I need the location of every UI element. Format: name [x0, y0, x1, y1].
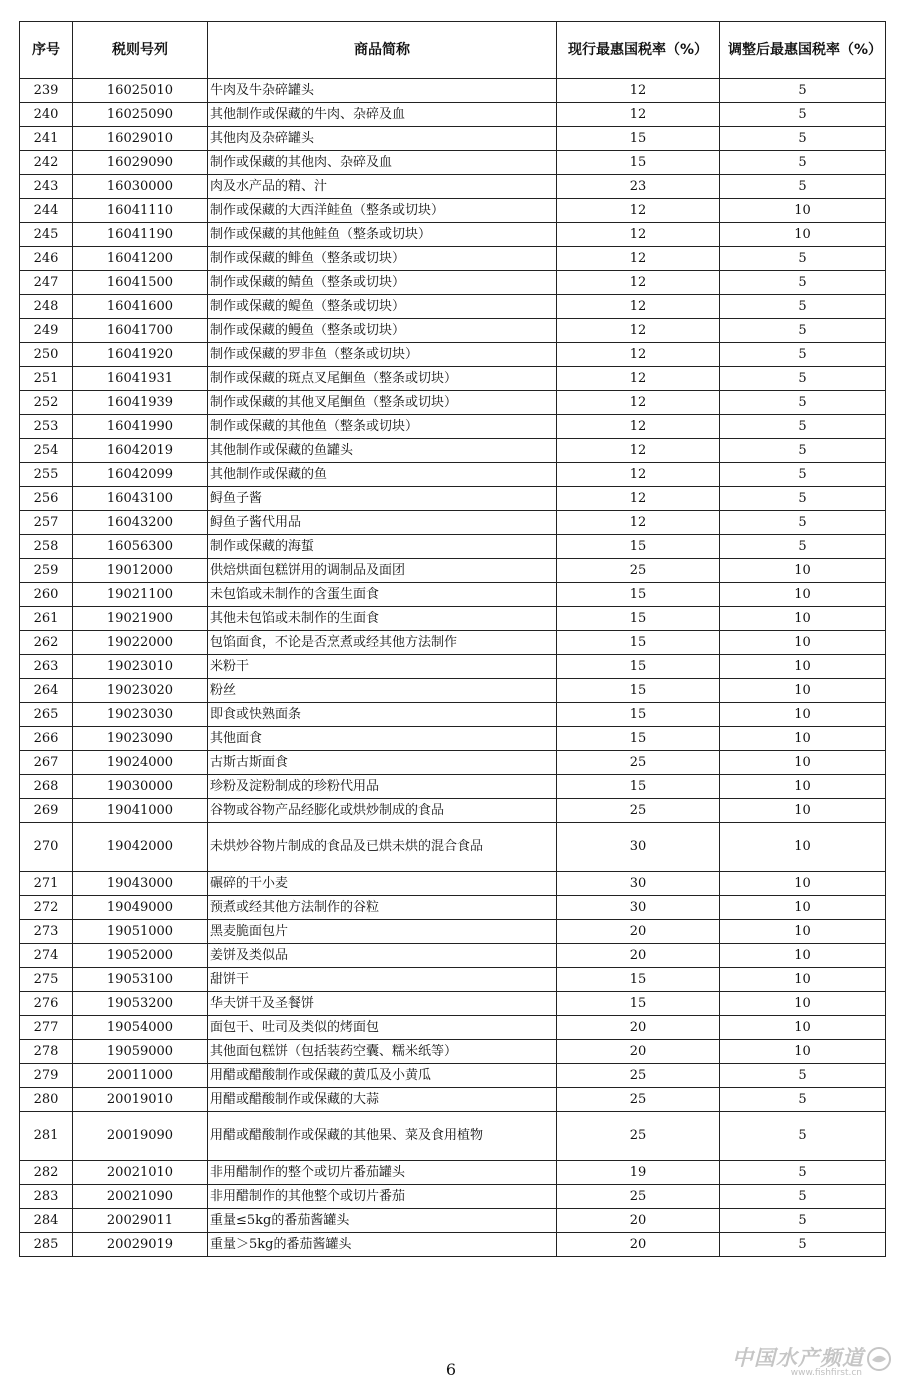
- cell-current-rate: 12: [557, 271, 720, 295]
- table-row: [20, 872, 886, 896]
- cell-current-rate: 15: [557, 151, 720, 175]
- cell-current-rate: 15: [557, 992, 720, 1016]
- table-row: [20, 679, 886, 703]
- cell-tariff-code: 16043100: [73, 487, 208, 511]
- cell-adjusted-rate: 10: [720, 944, 886, 968]
- cell-tariff-code: 16041600: [73, 295, 208, 319]
- cell-product-name: 其他制作或保藏的牛肉、杂碎及血: [208, 103, 557, 127]
- cell-seq: 278: [20, 1040, 73, 1064]
- tariff-table: [19, 21, 886, 1257]
- cell-product-name: 制作或保藏的鲱鱼（整条或切块）: [208, 247, 557, 271]
- cell-product-name: 黑麦脆面包片: [208, 920, 557, 944]
- cell-adjusted-rate: 10: [720, 799, 886, 823]
- cell-product-name: 制作或保藏的其他叉尾鮰鱼（整条或切块）: [208, 391, 557, 415]
- cell-seq: 285: [20, 1233, 73, 1257]
- cell-product-name: 未包馅或未制作的含蛋生面食: [208, 583, 557, 607]
- cell-seq: 277: [20, 1016, 73, 1040]
- cell-tariff-code: 16025010: [73, 79, 208, 103]
- cell-product-name: 用醋或醋酸制作或保藏的大蒜: [208, 1088, 557, 1112]
- cell-adjusted-rate: 10: [720, 872, 886, 896]
- cell-current-rate: 15: [557, 775, 720, 799]
- table-row: [20, 151, 886, 175]
- table-row: [20, 271, 886, 295]
- cell-seq: 259: [20, 559, 73, 583]
- cell-current-rate: 25: [557, 559, 720, 583]
- cell-seq: 276: [20, 992, 73, 1016]
- cell-adjusted-rate: 10: [720, 727, 886, 751]
- cell-current-rate: 25: [557, 751, 720, 775]
- cell-current-rate: 12: [557, 463, 720, 487]
- cell-seq: 263: [20, 655, 73, 679]
- cell-adjusted-rate: 10: [720, 679, 886, 703]
- cell-current-rate: 12: [557, 367, 720, 391]
- cell-product-name: 古斯古斯面食: [208, 751, 557, 775]
- cell-current-rate: 15: [557, 703, 720, 727]
- cell-current-rate: 12: [557, 415, 720, 439]
- table-row: [20, 944, 886, 968]
- cell-seq: 274: [20, 944, 73, 968]
- table-header-row: [20, 22, 886, 79]
- cell-tariff-code: 19022000: [73, 631, 208, 655]
- cell-current-rate: 12: [557, 319, 720, 343]
- cell-seq: 241: [20, 127, 73, 151]
- table-row: [20, 583, 886, 607]
- cell-product-name: 牛肉及牛杂碎罐头: [208, 79, 557, 103]
- cell-adjusted-rate: 5: [720, 271, 886, 295]
- cell-product-name: 制作或保藏的其他鱼（整条或切块）: [208, 415, 557, 439]
- cell-tariff-code: 19043000: [73, 872, 208, 896]
- cell-adjusted-rate: 10: [720, 607, 886, 631]
- cell-product-name: 粉丝: [208, 679, 557, 703]
- table-row: [20, 1016, 886, 1040]
- cell-current-rate: 25: [557, 1112, 720, 1161]
- cell-tariff-code: 16041939: [73, 391, 208, 415]
- cell-tariff-code: 19021900: [73, 607, 208, 631]
- cell-current-rate: 15: [557, 679, 720, 703]
- table-row: [20, 199, 886, 223]
- cell-product-name: 制作或保藏的大西洋鲑鱼（整条或切块）: [208, 199, 557, 223]
- table-row: [20, 1064, 886, 1088]
- table-row: [20, 103, 886, 127]
- cell-tariff-code: 19012000: [73, 559, 208, 583]
- table-row: [20, 343, 886, 367]
- cell-tariff-code: 19041000: [73, 799, 208, 823]
- cell-current-rate: 12: [557, 391, 720, 415]
- cell-tariff-code: 19053100: [73, 968, 208, 992]
- cell-product-name: 制作或保藏的斑点叉尾鮰鱼（整条或切块）: [208, 367, 557, 391]
- table-row: [20, 751, 886, 775]
- cell-product-name: 未烘炒谷物片制成的食品及已烘未烘的混合食品: [208, 823, 557, 872]
- cell-seq: 256: [20, 487, 73, 511]
- cell-seq: 273: [20, 920, 73, 944]
- cell-adjusted-rate: 10: [720, 1040, 886, 1064]
- cell-seq: 280: [20, 1088, 73, 1112]
- header-seq: 序号: [20, 22, 73, 79]
- table-row: [20, 1233, 886, 1257]
- cell-current-rate: 12: [557, 295, 720, 319]
- table-row: [20, 992, 886, 1016]
- cell-seq: 261: [20, 607, 73, 631]
- cell-tariff-code: 16025090: [73, 103, 208, 127]
- cell-adjusted-rate: 5: [720, 79, 886, 103]
- cell-product-name: 鲟鱼子酱: [208, 487, 557, 511]
- cell-adjusted-rate: 5: [720, 367, 886, 391]
- cell-tariff-code: 20011000: [73, 1064, 208, 1088]
- cell-adjusted-rate: 5: [720, 1209, 886, 1233]
- cell-seq: 262: [20, 631, 73, 655]
- cell-product-name: 重量＞5kg的番茄酱罐头: [208, 1233, 557, 1257]
- cell-product-name: 制作或保藏的鳀鱼（整条或切块）: [208, 295, 557, 319]
- cell-product-name: 其他制作或保藏的鱼罐头: [208, 439, 557, 463]
- cell-seq: 265: [20, 703, 73, 727]
- cell-product-name: 珍粉及淀粉制成的珍粉代用品: [208, 775, 557, 799]
- cell-seq: 242: [20, 151, 73, 175]
- cell-current-rate: 15: [557, 631, 720, 655]
- cell-product-name: 制作或保藏的鳗鱼（整条或切块）: [208, 319, 557, 343]
- cell-adjusted-rate: 10: [720, 559, 886, 583]
- cell-seq: 282: [20, 1161, 73, 1185]
- cell-seq: 252: [20, 391, 73, 415]
- table-row: [20, 295, 886, 319]
- cell-adjusted-rate: 5: [720, 1161, 886, 1185]
- cell-adjusted-rate: 5: [720, 415, 886, 439]
- table-row: [20, 487, 886, 511]
- cell-product-name: 姜饼及类似品: [208, 944, 557, 968]
- header-tariff-code: 税则号列: [73, 22, 208, 79]
- cell-tariff-code: 16041190: [73, 223, 208, 247]
- cell-tariff-code: 19049000: [73, 896, 208, 920]
- cell-adjusted-rate: 5: [720, 247, 886, 271]
- cell-tariff-code: 20021010: [73, 1161, 208, 1185]
- cell-current-rate: 20: [557, 920, 720, 944]
- cell-product-name: 肉及水产品的精、汁: [208, 175, 557, 199]
- table-row: [20, 775, 886, 799]
- cell-tariff-code: 19023010: [73, 655, 208, 679]
- cell-product-name: 包馅面食，不论是否烹煮或经其他方法制作: [208, 631, 557, 655]
- table-row: [20, 631, 886, 655]
- cell-current-rate: 12: [557, 199, 720, 223]
- cell-product-name: 其他面包糕饼（包括装药空囊、糯米纸等）: [208, 1040, 557, 1064]
- cell-tariff-code: 16041931: [73, 367, 208, 391]
- cell-adjusted-rate: 5: [720, 1088, 886, 1112]
- cell-seq: 279: [20, 1064, 73, 1088]
- cell-seq: 269: [20, 799, 73, 823]
- cell-current-rate: 30: [557, 872, 720, 896]
- cell-seq: 244: [20, 199, 73, 223]
- cell-product-name: 华夫饼干及圣餐饼: [208, 992, 557, 1016]
- cell-adjusted-rate: 5: [720, 487, 886, 511]
- cell-adjusted-rate: 5: [720, 319, 886, 343]
- header-adjusted-rate: 调整后最惠国税率（%）: [720, 22, 886, 79]
- cell-seq: 260: [20, 583, 73, 607]
- cell-tariff-code: 16042019: [73, 439, 208, 463]
- cell-current-rate: 12: [557, 79, 720, 103]
- cell-current-rate: 12: [557, 511, 720, 535]
- cell-seq: 264: [20, 679, 73, 703]
- cell-adjusted-rate: 10: [720, 751, 886, 775]
- cell-current-rate: 19: [557, 1161, 720, 1185]
- cell-current-rate: 30: [557, 823, 720, 872]
- cell-current-rate: 15: [557, 127, 720, 151]
- cell-adjusted-rate: 5: [720, 1064, 886, 1088]
- cell-tariff-code: 16041200: [73, 247, 208, 271]
- cell-tariff-code: 16043200: [73, 511, 208, 535]
- cell-adjusted-rate: 5: [720, 1185, 886, 1209]
- cell-current-rate: 15: [557, 607, 720, 631]
- cell-product-name: 制作或保藏的罗非鱼（整条或切块）: [208, 343, 557, 367]
- cell-seq: 254: [20, 439, 73, 463]
- cell-seq: 246: [20, 247, 73, 271]
- cell-tariff-code: 19024000: [73, 751, 208, 775]
- table-row: [20, 367, 886, 391]
- cell-tariff-code: 19054000: [73, 1016, 208, 1040]
- cell-tariff-code: 19059000: [73, 1040, 208, 1064]
- cell-seq: 275: [20, 968, 73, 992]
- cell-adjusted-rate: 5: [720, 511, 886, 535]
- cell-adjusted-rate: 10: [720, 703, 886, 727]
- cell-tariff-code: 19021100: [73, 583, 208, 607]
- cell-product-name: 重量≤5kg的番茄酱罐头: [208, 1209, 557, 1233]
- cell-current-rate: 25: [557, 799, 720, 823]
- cell-current-rate: 15: [557, 583, 720, 607]
- cell-current-rate: 12: [557, 487, 720, 511]
- cell-tariff-code: 16029010: [73, 127, 208, 151]
- cell-tariff-code: 16041110: [73, 199, 208, 223]
- cell-current-rate: 12: [557, 343, 720, 367]
- cell-adjusted-rate: 10: [720, 968, 886, 992]
- cell-seq: 243: [20, 175, 73, 199]
- cell-tariff-code: 16041920: [73, 343, 208, 367]
- cell-product-name: 供焙烘面包糕饼用的调制品及面团: [208, 559, 557, 583]
- fish-logo-icon: [866, 1346, 892, 1372]
- table-row: [20, 535, 886, 559]
- cell-current-rate: 15: [557, 535, 720, 559]
- cell-seq: 258: [20, 535, 73, 559]
- cell-tariff-code: 19023030: [73, 703, 208, 727]
- cell-seq: 248: [20, 295, 73, 319]
- cell-current-rate: 20: [557, 1040, 720, 1064]
- table-row: [20, 391, 886, 415]
- cell-adjusted-rate: 5: [720, 439, 886, 463]
- cell-tariff-code: 19051000: [73, 920, 208, 944]
- cell-tariff-code: 20029011: [73, 1209, 208, 1233]
- table-row: [20, 511, 886, 535]
- table-row: [20, 559, 886, 583]
- cell-current-rate: 12: [557, 103, 720, 127]
- cell-current-rate: 15: [557, 968, 720, 992]
- cell-seq: 245: [20, 223, 73, 247]
- cell-seq: 268: [20, 775, 73, 799]
- cell-adjusted-rate: 5: [720, 103, 886, 127]
- table-row: [20, 415, 886, 439]
- cell-tariff-code: 19053200: [73, 992, 208, 1016]
- cell-current-rate: 15: [557, 727, 720, 751]
- watermark-url: www.fishfirst.cn: [790, 1368, 862, 1378]
- cell-seq: 284: [20, 1209, 73, 1233]
- table-row: [20, 968, 886, 992]
- cell-seq: 255: [20, 463, 73, 487]
- table-body: [20, 79, 886, 1257]
- cell-seq: 270: [20, 823, 73, 872]
- table-row: [20, 223, 886, 247]
- cell-seq: 239: [20, 79, 73, 103]
- cell-seq: 247: [20, 271, 73, 295]
- cell-adjusted-rate: 5: [720, 175, 886, 199]
- cell-seq: 257: [20, 511, 73, 535]
- cell-product-name: 用醋或醋酸制作或保藏的黄瓜及小黄瓜: [208, 1064, 557, 1088]
- cell-product-name: 其他肉及杂碎罐头: [208, 127, 557, 151]
- cell-current-rate: 20: [557, 1233, 720, 1257]
- cell-adjusted-rate: 10: [720, 583, 886, 607]
- cell-product-name: 制作或保藏的海蜇: [208, 535, 557, 559]
- cell-product-name: 碾碎的干小麦: [208, 872, 557, 896]
- table-row: [20, 175, 886, 199]
- cell-current-rate: 20: [557, 944, 720, 968]
- cell-tariff-code: 16029090: [73, 151, 208, 175]
- cell-tariff-code: 19030000: [73, 775, 208, 799]
- cell-seq: 271: [20, 872, 73, 896]
- table-row: [20, 439, 886, 463]
- cell-adjusted-rate: 5: [720, 127, 886, 151]
- cell-adjusted-rate: 10: [720, 775, 886, 799]
- cell-tariff-code: 19023090: [73, 727, 208, 751]
- table-row: [20, 920, 886, 944]
- cell-adjusted-rate: 5: [720, 295, 886, 319]
- cell-seq: 250: [20, 343, 73, 367]
- table-row: [20, 655, 886, 679]
- cell-current-rate: 25: [557, 1185, 720, 1209]
- cell-adjusted-rate: 5: [720, 1233, 886, 1257]
- cell-product-name: 非用醋制作的其他整个或切片番茄: [208, 1185, 557, 1209]
- cell-adjusted-rate: 5: [720, 391, 886, 415]
- table-row: [20, 1040, 886, 1064]
- cell-seq: 283: [20, 1185, 73, 1209]
- watermark: [707, 1342, 892, 1380]
- cell-tariff-code: 20019010: [73, 1088, 208, 1112]
- cell-product-name: 米粉干: [208, 655, 557, 679]
- cell-product-name: 制作或保藏的其他肉、杂碎及血: [208, 151, 557, 175]
- cell-adjusted-rate: 5: [720, 463, 886, 487]
- cell-tariff-code: 16030000: [73, 175, 208, 199]
- cell-adjusted-rate: 10: [720, 992, 886, 1016]
- page-number: 6: [445, 1360, 457, 1379]
- header-current-rate: 现行最惠国税率（%）: [557, 22, 720, 79]
- cell-adjusted-rate: 5: [720, 343, 886, 367]
- table-row: [20, 319, 886, 343]
- cell-adjusted-rate: 10: [720, 631, 886, 655]
- header-product-name: 商品简称: [208, 22, 557, 79]
- cell-adjusted-rate: 10: [720, 823, 886, 872]
- cell-tariff-code: 20029019: [73, 1233, 208, 1257]
- cell-product-name: 其他制作或保藏的鱼: [208, 463, 557, 487]
- cell-tariff-code: 19052000: [73, 944, 208, 968]
- cell-current-rate: 23: [557, 175, 720, 199]
- table-row: [20, 1088, 886, 1112]
- cell-current-rate: 30: [557, 896, 720, 920]
- table-row: [20, 799, 886, 823]
- table-row: [20, 703, 886, 727]
- cell-current-rate: 25: [557, 1088, 720, 1112]
- cell-current-rate: 15: [557, 655, 720, 679]
- cell-current-rate: 12: [557, 223, 720, 247]
- cell-current-rate: 12: [557, 247, 720, 271]
- cell-seq: 249: [20, 319, 73, 343]
- table-row: [20, 823, 886, 872]
- table-row: [20, 1161, 886, 1185]
- cell-adjusted-rate: 10: [720, 1016, 886, 1040]
- cell-product-name: 其他未包馅或未制作的生面食: [208, 607, 557, 631]
- table-row: [20, 1112, 886, 1161]
- table-row: [20, 79, 886, 103]
- table-row: [20, 127, 886, 151]
- cell-tariff-code: 20019090: [73, 1112, 208, 1161]
- table-row: [20, 607, 886, 631]
- cell-tariff-code: 16041700: [73, 319, 208, 343]
- cell-adjusted-rate: 5: [720, 1112, 886, 1161]
- cell-product-name: 其他面食: [208, 727, 557, 751]
- table-row: [20, 1209, 886, 1233]
- cell-seq: 281: [20, 1112, 73, 1161]
- cell-tariff-code: 16056300: [73, 535, 208, 559]
- cell-adjusted-rate: 5: [720, 151, 886, 175]
- cell-product-name: 制作或保藏的其他鲑鱼（整条或切块）: [208, 223, 557, 247]
- cell-current-rate: 20: [557, 1209, 720, 1233]
- cell-product-name: 谷物或谷物产品经膨化或烘炒制成的食品: [208, 799, 557, 823]
- cell-product-name: 鲟鱼子酱代用品: [208, 511, 557, 535]
- cell-adjusted-rate: 10: [720, 199, 886, 223]
- table-row: [20, 896, 886, 920]
- cell-adjusted-rate: 10: [720, 223, 886, 247]
- cell-adjusted-rate: 10: [720, 920, 886, 944]
- table-row: [20, 1185, 886, 1209]
- cell-tariff-code: 19042000: [73, 823, 208, 872]
- cell-product-name: 即食或快熟面条: [208, 703, 557, 727]
- table-row: [20, 727, 886, 751]
- cell-tariff-code: 16041500: [73, 271, 208, 295]
- cell-current-rate: 25: [557, 1064, 720, 1088]
- cell-seq: 266: [20, 727, 73, 751]
- cell-seq: 240: [20, 103, 73, 127]
- watermark-title: 中国水产频道: [732, 1346, 864, 1370]
- cell-current-rate: 20: [557, 1016, 720, 1040]
- cell-adjusted-rate: 5: [720, 535, 886, 559]
- cell-tariff-code: 19023020: [73, 679, 208, 703]
- cell-seq: 251: [20, 367, 73, 391]
- cell-adjusted-rate: 10: [720, 896, 886, 920]
- cell-seq: 272: [20, 896, 73, 920]
- table-row: [20, 463, 886, 487]
- cell-tariff-code: 16042099: [73, 463, 208, 487]
- cell-product-name: 预煮或经其他方法制作的谷粒: [208, 896, 557, 920]
- cell-product-name: 用醋或醋酸制作或保藏的其他果、菜及食用植物: [208, 1112, 557, 1161]
- table-row: [20, 247, 886, 271]
- cell-product-name: 甜饼干: [208, 968, 557, 992]
- cell-tariff-code: 16041990: [73, 415, 208, 439]
- cell-tariff-code: 20021090: [73, 1185, 208, 1209]
- cell-product-name: 面包干、吐司及类似的烤面包: [208, 1016, 557, 1040]
- cell-product-name: 制作或保藏的鲭鱼（整条或切块）: [208, 271, 557, 295]
- cell-adjusted-rate: 10: [720, 655, 886, 679]
- cell-seq: 253: [20, 415, 73, 439]
- cell-seq: 267: [20, 751, 73, 775]
- cell-product-name: 非用醋制作的整个或切片番茄罐头: [208, 1161, 557, 1185]
- cell-current-rate: 12: [557, 439, 720, 463]
